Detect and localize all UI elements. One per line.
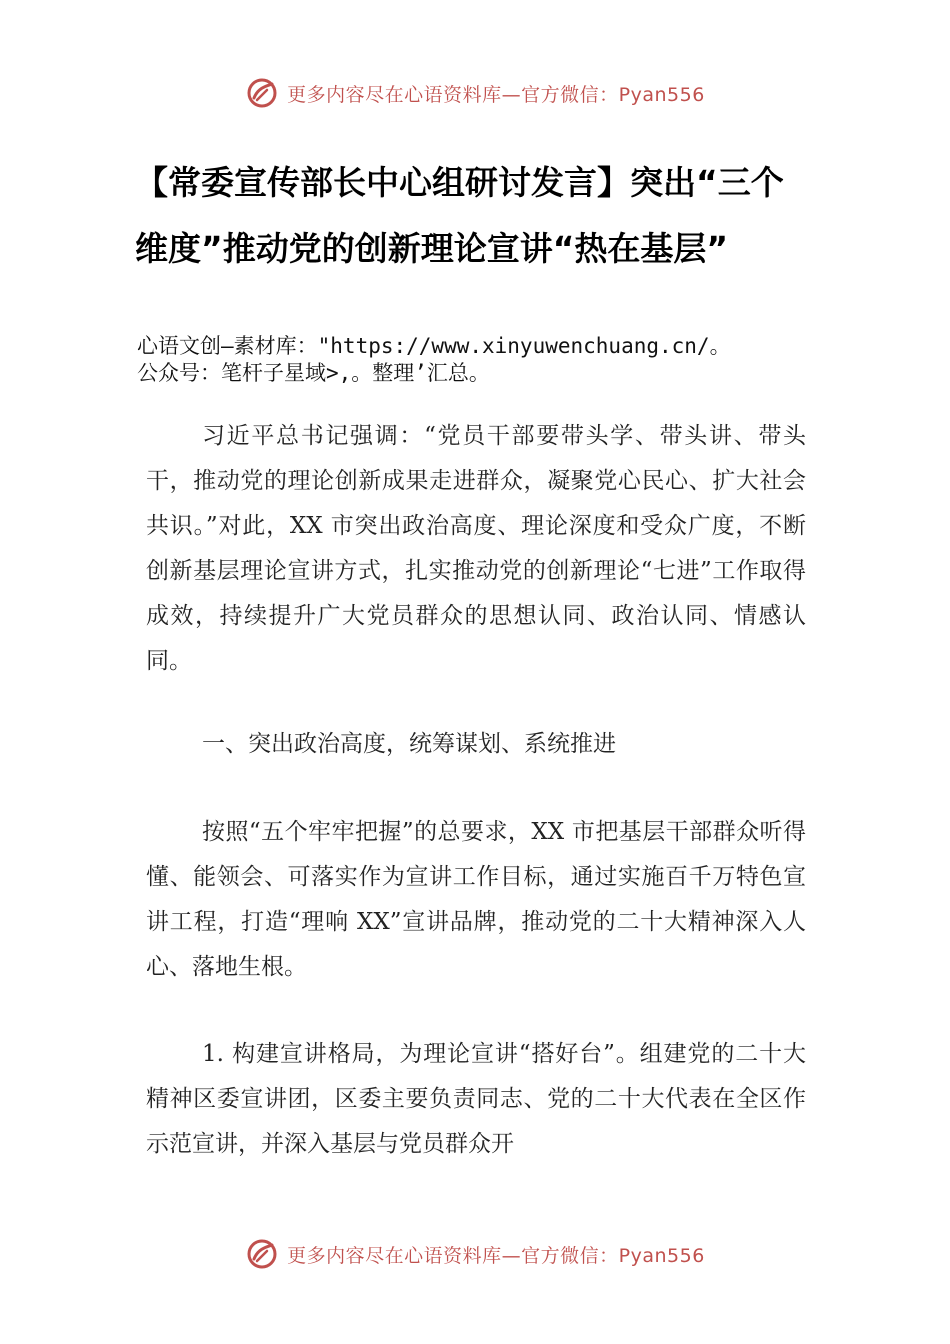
header-banner <box>0 76 950 110</box>
body-paragraph: 按照“五个牢牢把握”的总要求，XX 市把基层干部群众听得懂、能领会、可落实作为宣讲工作目标，通过实施百千万特色宣讲工程，打造“理响 XX”宣讲品牌，推动党的二十大精神深入人心、落地生根。 <box>146 819 806 980</box>
footer-banner <box>0 1237 950 1271</box>
body-paragraph: 1. 构建宣讲格局，为理论宣讲“搭好台”。组建党的二十大精神区委宣讲团，区委主要负责同志、党的二十大代表在全区作示范宣讲，并深入基层与党员群众开 <box>146 1041 806 1157</box>
banner-text: 更多内容尽在心语资料库—官方微信：Pyan556 <box>287 1244 705 1267</box>
logo-icon <box>245 76 279 110</box>
source-note: 心语文创—素材库："https://www.xinyuwenchuang.cn/。 公众号：笔杆子星域>,。整理’汇总。 <box>137 334 731 385</box>
logo-icon <box>245 1237 279 1271</box>
body-paragraph: 习近平总书记强调：“党员干部要带头学、带头讲、带头干，推动党的理论创新成果走进群众，凝聚党心民心、扩大社会共识。”对此，XX 市突出政治高度、理论深度和受众广度，不断创新基层理论宣讲方式，扎实推动党的创新理论“七进”工作取得成效，持续提升广大党员群众的思想认同、政治认同、情感认同。 <box>146 423 806 674</box>
banner-text: 更多内容尽在心语资料库—官方微信：Pyan556 <box>287 83 705 106</box>
document-title: 【常委宣传部长中心组研讨发言】突出“三个维度”推动党的创新理论宣讲“热在基层” <box>135 163 784 268</box>
section-heading: 一、突出政治高度，统筹谋划、系统推进 <box>202 731 616 757</box>
